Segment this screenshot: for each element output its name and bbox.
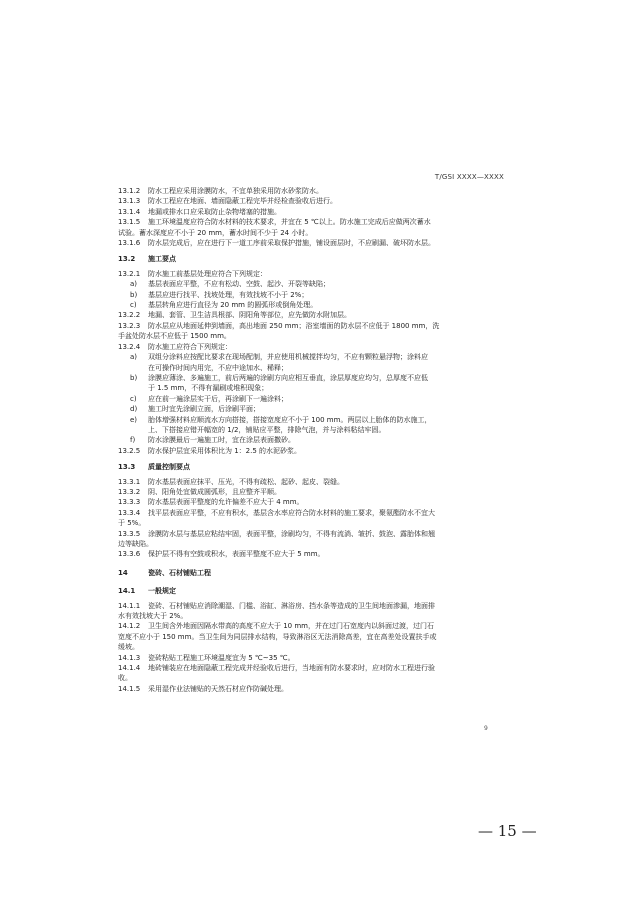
clause-text: 防水层完成后，应在进行下一道工序前采取保护措施，铺设面层时，不应刷漏、破坏防水层。 (148, 239, 435, 248)
clause-number: 13.1.5 (118, 218, 141, 227)
page-number: — 15 — (478, 822, 537, 840)
clause-number: 14.1.1 (118, 601, 141, 610)
section-heading-13-2 (118, 254, 520, 264)
list-text: 施工时宜先涂刷立面，后涂刷平面； (148, 405, 260, 414)
clause-text: 涂膜防水层与基层应粘结牢固，表面平整，涂刷均匀，不得有流淌、皱折、鼓泡、露胎体和翘 (148, 529, 435, 538)
list-text: 双组分涂料应按配比要求在现场配制，并应使用机械搅拌均匀，不应有颗粒悬浮物；涂料应 (148, 353, 428, 362)
standard-code: T/GSI XXXX—XXXX (434, 173, 504, 181)
clause-continuation: 试验。蓄水深度应不小于 20 mm，蓄水时间不少于 24 小时。 (118, 228, 313, 237)
list-text: 基层表面应平整，不应有松动、空鼓、起沙、开裂等缺陷； (148, 280, 330, 289)
clause-13-1-6 (118, 238, 520, 248)
clause-13-1-4 (118, 207, 520, 217)
clause-13-3-1 (118, 477, 520, 487)
section-number: 13.3 (118, 463, 136, 472)
clause-continuation: 收。 (118, 674, 132, 683)
clause-continuation: 缓坡。 (118, 643, 139, 652)
clause-text: 施工环境温度应符合防水材料的技术要求，并宜在 5 ℃以上。防水施工完成后应做两次蓄水 (148, 218, 431, 227)
list-label: b) (130, 373, 138, 382)
section-number: 14.1 (118, 587, 136, 596)
clause-continuation: 手盆处防水层不应低于 1500 mm。 (118, 332, 231, 341)
clause-14-1-3 (118, 653, 520, 663)
clause-text: 卫生间含外地面因隔水带高的高度不应大于 10 mm，并在过门石宽度内以斜面过渡，过门石 (148, 622, 434, 631)
section-title: 一般规定 (148, 587, 176, 596)
list-item (118, 373, 520, 383)
section-number: 13.2 (118, 255, 136, 264)
list-continuation: 在可操作时间内用完，不应中途加水、稀释； (148, 363, 288, 372)
inner-page-number: 9 (484, 725, 488, 732)
clause-13-3-6 (118, 549, 520, 559)
document-body (118, 186, 520, 694)
clause-number: 13.3.6 (118, 550, 141, 559)
list-label: a) (130, 280, 138, 289)
clause-number: 13.3.1 (118, 477, 141, 486)
clause-13-2-1 (118, 269, 520, 279)
clause-continuation: 水有效找坡大于 2%。 (118, 612, 188, 621)
list-text: 应在前一遍涂层实干后，再涂刷下一遍涂料； (148, 394, 288, 403)
clause-text: 防水层应从地面延伸到墙面，高出地面 250 mm；浴室墙面的防水层不应低于 1800 mm，洗 (148, 321, 440, 330)
clause-number: 13.3.5 (118, 529, 141, 538)
clause-13-1-5 (118, 217, 520, 227)
list-text: 基层应进行找平、找坡处理，有效找坡不小于 2%； (148, 290, 309, 299)
clause-number: 14.1.3 (118, 653, 141, 662)
clause-number: 13.3.2 (118, 487, 141, 496)
clause-text: 防水施工应符合下列规定： (148, 342, 232, 351)
clause-text: 防水基层表面应抹平、压光，不得有疏松、起砂、起皮、裂缝。 (148, 477, 344, 486)
clause-13-2-2 (118, 310, 520, 320)
clause-number: 13.2.5 (118, 446, 141, 455)
list-text: 涂膜应薄涂、多遍施工，前后两遍的涂刷方向应相互垂直，涂层厚度应均匀，总厚度不应低 (148, 373, 428, 382)
list-label: c) (130, 301, 137, 310)
clause-14-1-4 (118, 663, 520, 673)
clause-13-2-4 (118, 342, 520, 352)
clause-14-1-2 (118, 621, 520, 631)
clause-13-1-3 (118, 196, 520, 206)
list-item (118, 290, 520, 300)
list-item (118, 415, 520, 425)
clause-text: 地砖铺装应在地面隐蔽工程完成并经验收后进行，当地面有防水要求时，应对防水工程进行验 (148, 664, 435, 673)
clause-13-3-3 (118, 497, 520, 507)
list-item (118, 435, 520, 445)
clause-13-2-3 (118, 321, 520, 331)
clause-text: 防水基层表面平整度的允许偏差不应大于 4 mm。 (148, 498, 304, 507)
list-continuation: 于 1.5 mm，不得有漏刷或堆积现象； (148, 384, 269, 393)
clause-number: 13.2.3 (118, 321, 141, 330)
list-item (118, 394, 520, 404)
clause-number: 13.3.3 (118, 498, 141, 507)
clause-number: 13.2.4 (118, 342, 141, 351)
clause-13-3-4 (118, 508, 520, 518)
list-item (118, 404, 520, 414)
clause-text: 地漏、套管、卫生洁具根部、阴阳角等部位，应先做防水附加层。 (148, 311, 351, 320)
list-label: b) (130, 290, 138, 299)
clause-number: 13.2.2 (118, 311, 141, 320)
clause-number: 13.1.6 (118, 239, 141, 248)
clause-number: 14.1.5 (118, 684, 141, 693)
clause-text: 阴、阳角处宜做成圆弧形，且应整齐平顺。 (148, 487, 281, 496)
clause-text: 采用湿作业法铺贴的天然石材应作防碱处理。 (148, 684, 288, 693)
clause-number: 13.1.2 (118, 187, 141, 195)
list-continuation: 上、下搭接应错开幅宽的 1/2，铺贴应平整，排除气泡，并与涂料粘结牢固。 (148, 425, 386, 434)
section-title: 施工要点 (148, 255, 176, 264)
clause-text: 防水工程应在地面、墙面隐蔽工程完毕并经检查验收后进行。 (148, 197, 337, 206)
list-label: e) (130, 415, 138, 424)
clause-13-3-2 (118, 487, 520, 497)
chapter-title: 瓷砖、石材铺贴工程 (148, 568, 211, 577)
clause-text: 防水工程应采用涂膜防水，不宜单独采用防水砂浆防水。 (148, 187, 323, 195)
section-title: 质量控制要点 (148, 463, 190, 472)
clause-text: 防水保护层宜采用体积比为 1：2.5 的水泥砂浆。 (148, 446, 302, 455)
clause-number: 14.1.2 (118, 622, 141, 631)
list-label: f) (130, 436, 136, 445)
clause-number: 14.1.4 (118, 664, 141, 673)
clause-text: 瓷砖粘贴工程施工环境温度宜为 5 ℃~35 ℃。 (148, 653, 295, 662)
list-item (118, 352, 520, 362)
list-text: 基层转角应进行直径为 20 mm 的圆弧形或倒角处理。 (148, 301, 318, 310)
clause-14-1-5 (118, 684, 520, 694)
list-item (118, 279, 520, 289)
clause-13-2-5 (118, 446, 520, 456)
clause-text: 防水施工前基层处理应符合下列规定： (148, 269, 267, 278)
clause-13-1-2 (118, 186, 520, 196)
clause-continuation: 宽度不应小于 150 mm。当卫生间为同层排水结构，导致淋浴区无法消除高差，宜在高差处设置扶手或 (118, 632, 437, 641)
list-text: 胎体增强材料应顺流水方向搭接，搭接宽度应不小于 100 mm。两层以上胎体的防水施工， (148, 415, 432, 424)
list-label: d) (130, 405, 138, 414)
section-heading-14-1 (118, 586, 520, 596)
clause-continuation: 于 5%。 (118, 519, 146, 528)
clause-number: 13.3.4 (118, 508, 141, 517)
chapter-number: 14 (118, 568, 128, 577)
list-item (118, 300, 520, 310)
clause-text: 瓷砖、石材铺贴应消除潮湿、门槛、浴缸、淋浴房、挡水条等造成的卫生间地面渗漏，地面排 (148, 601, 435, 610)
clause-continuation: 边等缺陷。 (118, 540, 153, 548)
list-text: 防水涂膜最后一遍施工时，宜在涂层表面撒砂。 (148, 436, 295, 445)
clause-number: 13.1.3 (118, 197, 141, 206)
section-heading-13-3 (118, 462, 520, 472)
clause-number: 13.1.4 (118, 207, 141, 216)
clause-text: 地漏或排水口应采取防止杂物堵塞的措施。 (148, 207, 281, 216)
list-label: c) (130, 394, 137, 403)
clause-13-3-5 (118, 529, 520, 539)
list-label: a) (130, 353, 138, 362)
clause-text: 找平层表面应平整，不应有积水，基层含水率应符合防水材料的施工要求，聚氨酯防水不宜大 (148, 508, 435, 517)
clause-text: 保护层不得有空鼓或积水，表面平整度不应大于 5 mm。 (148, 550, 325, 559)
chapter-heading-14 (118, 568, 520, 578)
clause-number: 13.2.1 (118, 269, 141, 278)
clause-14-1-1 (118, 601, 520, 611)
